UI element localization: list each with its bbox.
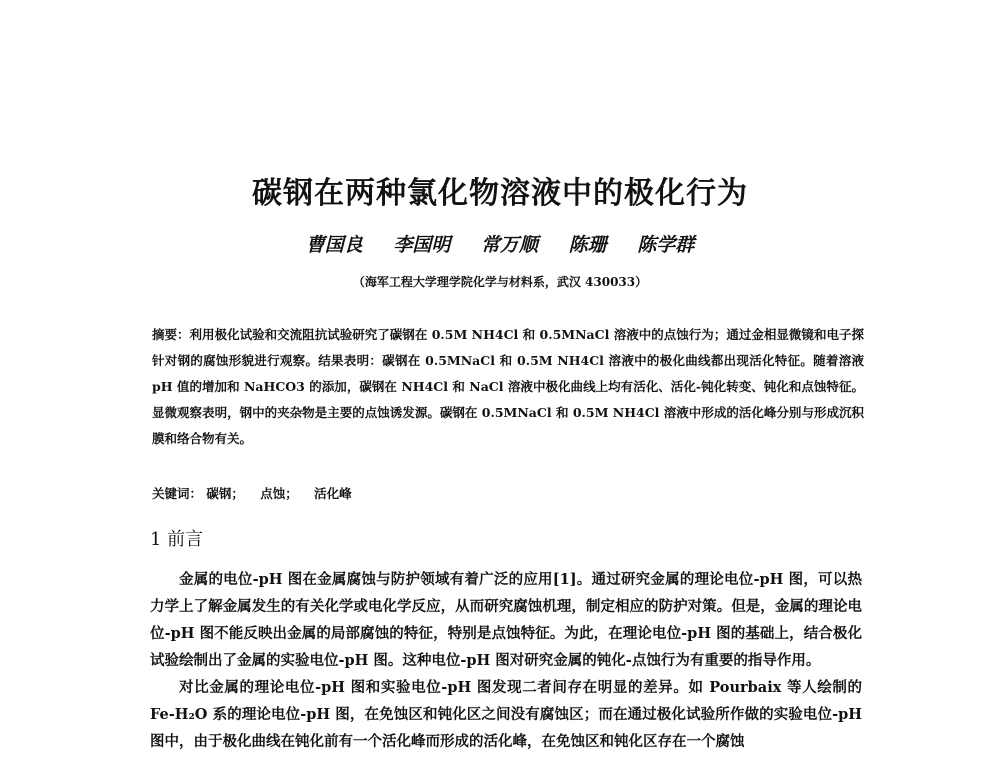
section-heading: 1 前言 [150, 529, 204, 550]
abstract-text: 利用极化试验和交流阻抗试验研究了碳钢在 0.5M NH4Cl 和 0.5MNaCl 溶液中的点蚀行为；通过金相显微镜和电子探针对钢的腐蚀形貌进行观察。结果表明：碳钢在 0.5MNaCl 和 0.5M NH4Cl 溶液中的极化曲线都出现活化特征。随着溶液 pH 值的增加和 NaHCO3 的添加，碳钢在 NH4Cl 和 NaCl 溶液中极化曲线上均有活化、活化-钝化转变、钝化和点蚀特征。显微观察表明，钢中的夹杂物是主要的点蚀诱发源。碳钢在 0.5MNaCl 和 0.5M NH4Cl 溶液中形成的活化峰分别与形成沉积膜和络合物有关。 [152, 327, 864, 446]
keyword: 碳钢； [206, 486, 244, 501]
keywords-label: 关键词： [152, 486, 203, 501]
keywords [152, 484, 864, 502]
author-list [0, 230, 1000, 257]
affiliation: （海军工程大学理学院化学与材料系，武汉 430033） [352, 275, 648, 289]
keyword: 活化峰 [314, 486, 352, 501]
author-name: 曹国良 [305, 234, 363, 256]
section-body [150, 566, 862, 755]
paragraph: 对比金属的理论电位-pH 图和实验电位-pH 图发现二者间存在明显的差异。如 Pourbaix 等人绘制的 Fe-H₂O 系的理论电位-pH 图，在免蚀区和钝化区之间没有腐蚀区；而在通过极化试验所作做的实验电位-pH 图中，由于极化曲线在钝化前有一个活化峰而形成的活化峰，在免蚀区和钝化区存在一个腐蚀 [150, 679, 862, 750]
abstract-label: 摘要： [152, 327, 190, 342]
author-name: 李国明 [393, 234, 451, 256]
author-name: 陈学群 [637, 234, 695, 256]
author-name: 陈珊 [568, 234, 607, 256]
paper-title: 碳钢在两种氯化物溶液中的极化行为 [252, 176, 748, 211]
paragraph: 金属的电位-pH 图在金属腐蚀与防护领域有着广泛的应用[1]。通过研究金属的理论电位-pH 图，可以热力学上了解金属发生的有关化学或电化学反应，从而研究腐蚀机理，制定相应的防护对策。但是，金属的理论电位-pH 图不能反映出金属的局部腐蚀的特征，特别是点蚀特征。为此，在理论电位-pH 图的基础上，结合极化试验绘制出了金属的实验电位-pH 图。这种电位-pH 图对研究金属的钝化-点蚀行为有重要的指导作用。 [150, 571, 862, 669]
keyword: 点蚀； [260, 486, 298, 501]
abstract [152, 322, 864, 452]
author-name: 常万顺 [480, 234, 538, 256]
